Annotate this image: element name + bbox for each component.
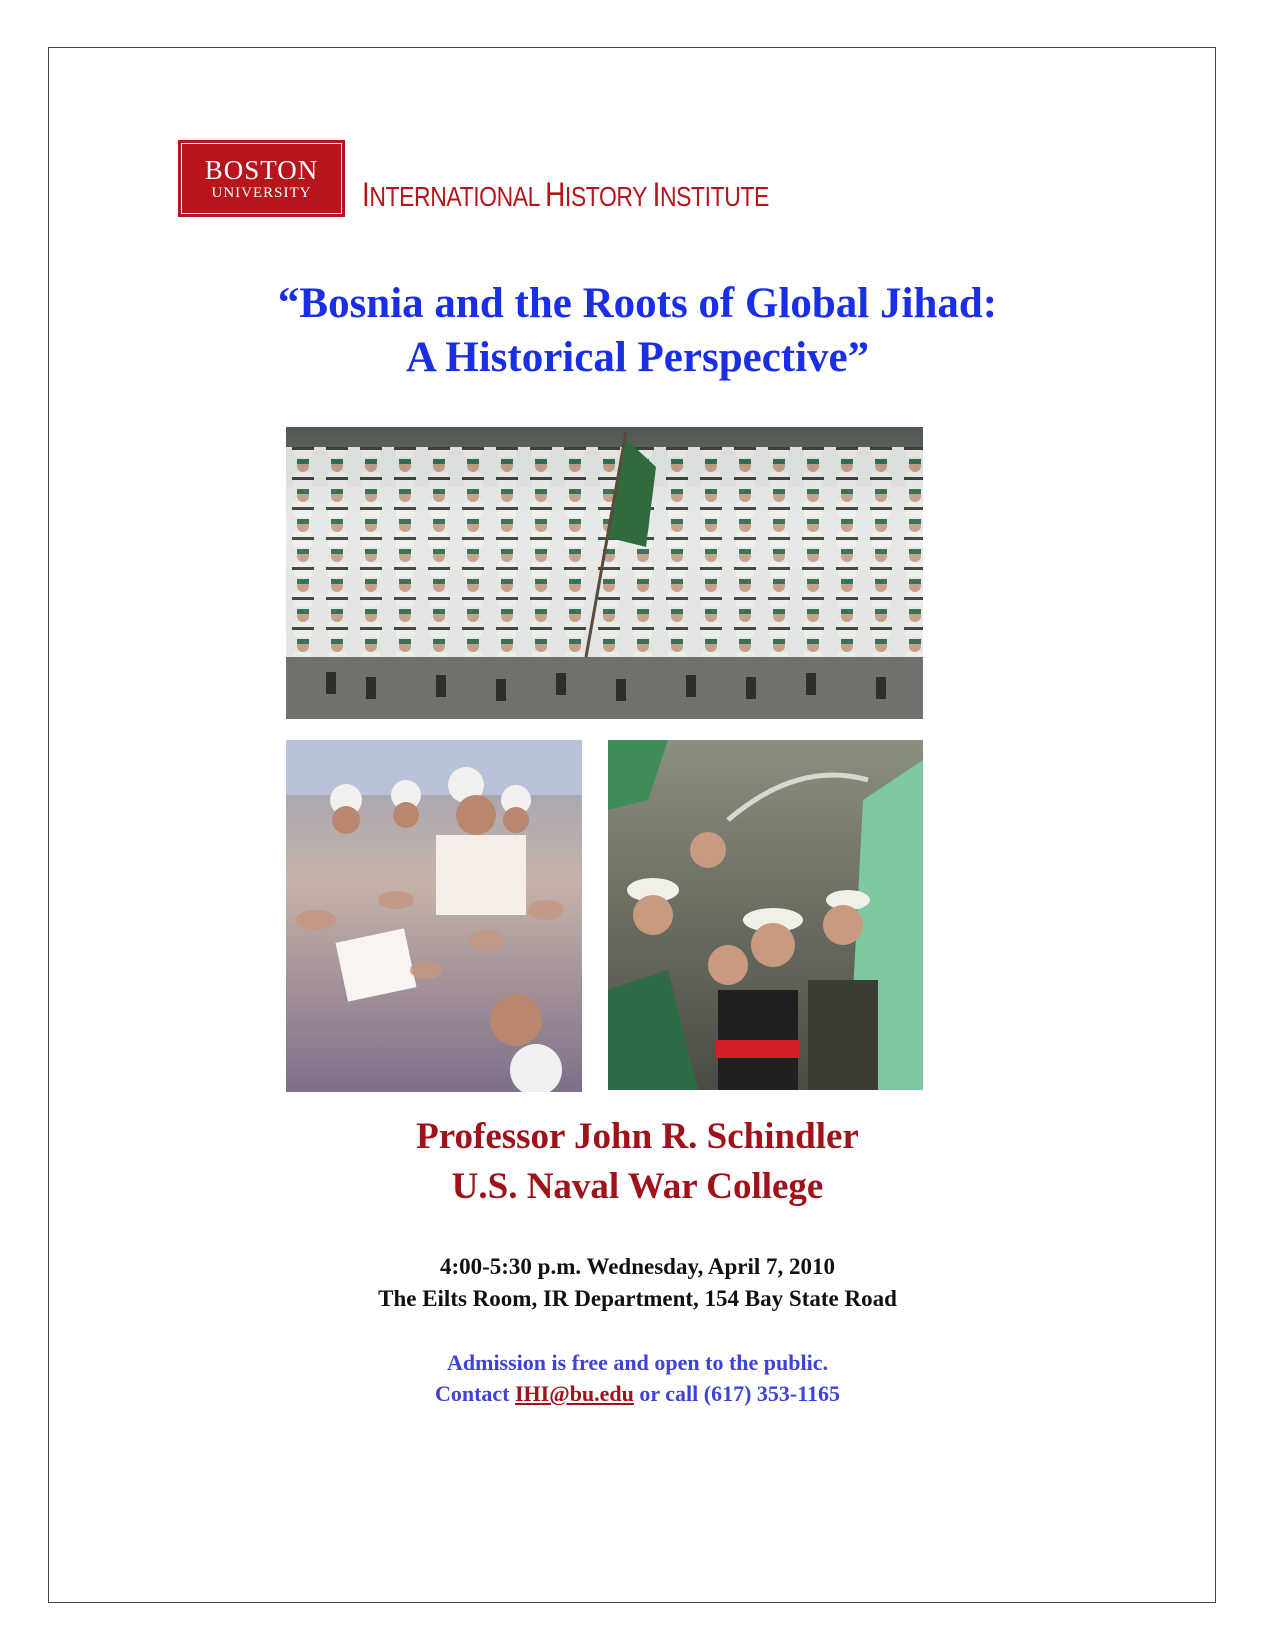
event-time: 4:00-5:30 p.m. Wednesday, April 7, 2010: [439, 1254, 836, 1279]
logo-line-university: UNIVERSITY: [211, 184, 312, 201]
contact-email-link[interactable]: IHI@bu.edu: [515, 1381, 634, 1406]
event-title-line-1: “Bosnia and the Roots of Global Jihad:: [277, 280, 998, 327]
speaker-affiliation: U.S. Naval War College: [451, 1166, 824, 1207]
contact-line: [0, 1379, 1275, 1409]
speaker-name: Professor John R. Schindler: [416, 1116, 859, 1157]
institute-initial-h: H: [545, 176, 565, 214]
contact-prefix: Contact: [434, 1381, 515, 1406]
boston-university-logo: [178, 140, 345, 217]
event-location: The Eilts Room, IR Department, 154 Bay State Road: [378, 1286, 897, 1311]
institute-word-rest-1: NTERNATIONAL: [369, 181, 546, 212]
institute-initial-i: I: [362, 176, 370, 214]
marching-crowd-photo: [286, 427, 923, 719]
institute-name: [362, 176, 769, 215]
rally-with-flags-photo: [608, 740, 923, 1090]
institute-word-rest-2: ISTORY: [564, 181, 653, 212]
admission-note: Admission is free and open to the public.: [447, 1350, 828, 1375]
crowd-reaching-photo: [286, 740, 582, 1092]
institute-initial-i2: I: [652, 176, 660, 214]
institute-word-rest-3: NSTITUTE: [659, 181, 769, 212]
contact-phone: or call (617) 353-1165: [633, 1381, 841, 1406]
logo-line-boston: BOSTON: [204, 154, 319, 185]
event-title-line-2: A Historical Perspective”: [405, 334, 870, 381]
